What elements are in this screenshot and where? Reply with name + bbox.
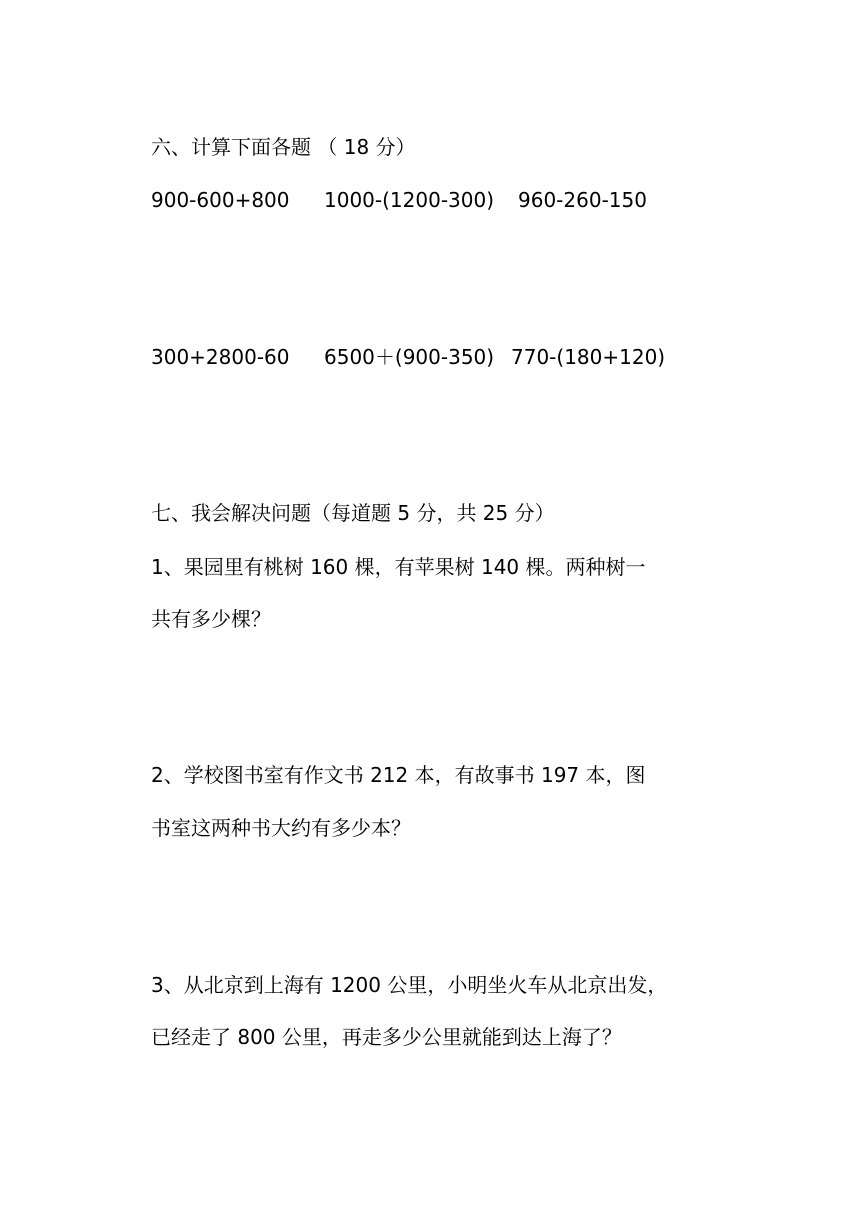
problem-2-line-2: 书室这两种书大约有多少本？ bbox=[151, 816, 411, 840]
expression-2: 1000-(1200-300) bbox=[324, 188, 495, 212]
section-7-heading: 七、我会解决问题（每道题 5 分，共 25 分） bbox=[151, 501, 555, 525]
expression-4: 300+2800-60 bbox=[151, 345, 290, 369]
problem-2-line-1: 2、学校图书室有作文书 212 本，有故事书 197 本，图 bbox=[151, 763, 646, 787]
problem-3-line-1: 3、从北京到上海有 1200 公里，小明坐火车从北京出发， bbox=[151, 973, 668, 997]
expression-5: 6500＋(900-350) bbox=[324, 345, 495, 369]
expression-1: 900-600+800 bbox=[151, 188, 290, 212]
problem-1-line-2: 共有多少棵？ bbox=[151, 607, 271, 631]
section-6-heading: 六、计算下面各题 （ 18 分） bbox=[151, 135, 416, 159]
problem-3-line-2: 已经走了 800 公里，再走多少公里就能到达上海了？ bbox=[151, 1025, 622, 1049]
expression-6: 770-(180+120) bbox=[511, 345, 666, 369]
expression-3: 960-260-150 bbox=[518, 188, 647, 212]
problem-1-line-1: 1、果园里有桃树 160 棵，有苹果树 140 棵。两种树一 bbox=[151, 555, 646, 579]
